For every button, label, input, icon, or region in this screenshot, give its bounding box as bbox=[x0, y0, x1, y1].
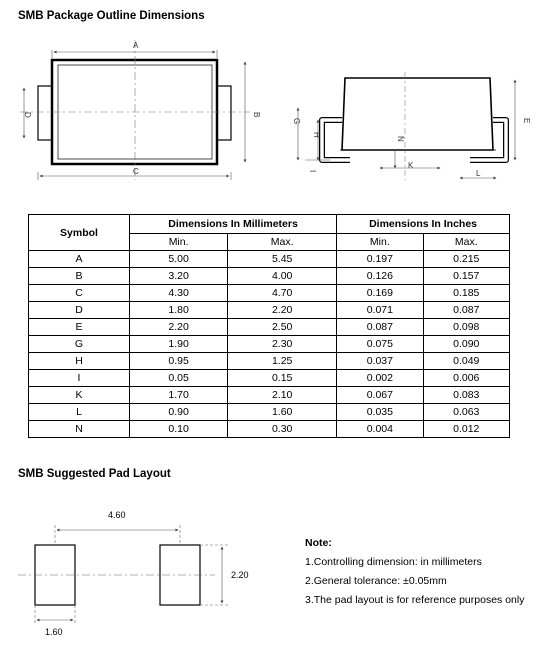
cell-in-min: 0.067 bbox=[337, 387, 423, 404]
cell-in-max: 0.049 bbox=[423, 353, 509, 370]
cell-symbol: A bbox=[29, 251, 130, 268]
label-e: E bbox=[522, 118, 531, 124]
cell-in-max: 0.215 bbox=[423, 251, 509, 268]
mm-header: Dimensions In Millimeters bbox=[130, 215, 337, 234]
cell-mm-max: 4.00 bbox=[228, 268, 337, 285]
cell-in-min: 0.037 bbox=[337, 353, 423, 370]
cell-mm-max: 0.30 bbox=[228, 421, 337, 438]
cell-in-min: 0.035 bbox=[337, 404, 423, 421]
label-i: I bbox=[308, 170, 317, 173]
cell-mm-max: 1.25 bbox=[228, 353, 337, 370]
dim-height-label: 2.20 bbox=[231, 570, 249, 580]
in-header: Dimensions In Inches bbox=[337, 215, 510, 234]
label-a: A bbox=[133, 41, 139, 50]
cell-in-min: 0.071 bbox=[337, 302, 423, 319]
pad-title: SMB Suggested Pad Layout bbox=[18, 468, 171, 480]
cell-in-max: 0.063 bbox=[423, 404, 509, 421]
cell-mm-min: 0.10 bbox=[130, 421, 228, 438]
in-min-header: Min. bbox=[337, 234, 423, 251]
cell-in-min: 0.087 bbox=[337, 319, 423, 336]
cell-in-max: 0.098 bbox=[423, 319, 509, 336]
note-item: 2.General tolerance: ±0.05mm bbox=[305, 575, 447, 587]
cell-mm-min: 1.80 bbox=[130, 302, 228, 319]
cell-mm-min: 5.00 bbox=[130, 251, 228, 268]
label-c: C bbox=[133, 167, 139, 176]
label-k: K bbox=[408, 161, 414, 170]
cell-in-min: 0.075 bbox=[337, 336, 423, 353]
cell-mm-max: 1.60 bbox=[228, 404, 337, 421]
cell-symbol: C bbox=[29, 285, 130, 302]
cell-symbol: K bbox=[29, 387, 130, 404]
cell-mm-max: 4.70 bbox=[228, 285, 337, 302]
notes-heading: Note: bbox=[305, 537, 332, 549]
cell-in-max: 0.090 bbox=[423, 336, 509, 353]
cell-mm-max: 0.15 bbox=[228, 370, 337, 387]
cell-in-min: 0.002 bbox=[337, 370, 423, 387]
cell-mm-max: 2.10 bbox=[228, 387, 337, 404]
label-b: B bbox=[252, 112, 261, 118]
outline-title: SMB Package Outline Dimensions bbox=[18, 10, 205, 22]
cell-in-min: 0.169 bbox=[337, 285, 423, 302]
mm-min-header: Min. bbox=[130, 234, 228, 251]
dim-width-label: 1.60 bbox=[45, 627, 63, 637]
dim-span-label: 4.60 bbox=[108, 510, 126, 520]
cell-symbol: I bbox=[29, 370, 130, 387]
note-item: 1.Controlling dimension: in millimeters bbox=[305, 556, 482, 568]
cell-in-max: 0.157 bbox=[423, 268, 509, 285]
cell-in-max: 0.087 bbox=[423, 302, 509, 319]
cell-mm-min: 0.05 bbox=[130, 370, 228, 387]
cell-mm-min: 3.20 bbox=[130, 268, 228, 285]
cell-mm-min: 0.95 bbox=[130, 353, 228, 370]
cell-symbol: G bbox=[29, 336, 130, 353]
cell-mm-min: 1.70 bbox=[130, 387, 228, 404]
in-max-header: Max. bbox=[423, 234, 509, 251]
notes-block bbox=[305, 534, 524, 610]
note-item: 3.The pad layout is for reference purposes only bbox=[305, 594, 525, 606]
label-l: L bbox=[476, 169, 481, 178]
cell-in-min: 0.126 bbox=[337, 268, 423, 285]
cell-in-max: 0.083 bbox=[423, 387, 509, 404]
mm-max-header: Max. bbox=[228, 234, 337, 251]
cell-mm-max: 2.20 bbox=[228, 302, 337, 319]
cell-mm-max: 2.50 bbox=[228, 319, 337, 336]
cell-in-min: 0.197 bbox=[337, 251, 423, 268]
cell-in-max: 0.185 bbox=[423, 285, 509, 302]
label-h: H bbox=[312, 132, 321, 138]
cell-symbol: N bbox=[29, 421, 130, 438]
cell-symbol: B bbox=[29, 268, 130, 285]
label-d: D bbox=[23, 112, 32, 118]
cell-symbol: D bbox=[29, 302, 130, 319]
cell-mm-max: 2.30 bbox=[228, 336, 337, 353]
cell-in-max: 0.006 bbox=[423, 370, 509, 387]
cell-mm-max: 5.45 bbox=[228, 251, 337, 268]
label-g: G bbox=[292, 118, 301, 125]
cell-mm-min: 1.90 bbox=[130, 336, 228, 353]
cell-symbol: E bbox=[29, 319, 130, 336]
cell-in-max: 0.012 bbox=[423, 421, 509, 438]
cell-symbol: H bbox=[29, 353, 130, 370]
label-n: N bbox=[396, 136, 405, 142]
symbol-header: Symbol bbox=[29, 215, 130, 251]
cell-in-min: 0.004 bbox=[337, 421, 423, 438]
cell-mm-min: 4.30 bbox=[130, 285, 228, 302]
cell-symbol: L bbox=[29, 404, 130, 421]
cell-mm-min: 2.20 bbox=[130, 319, 228, 336]
cell-mm-min: 0.90 bbox=[130, 404, 228, 421]
